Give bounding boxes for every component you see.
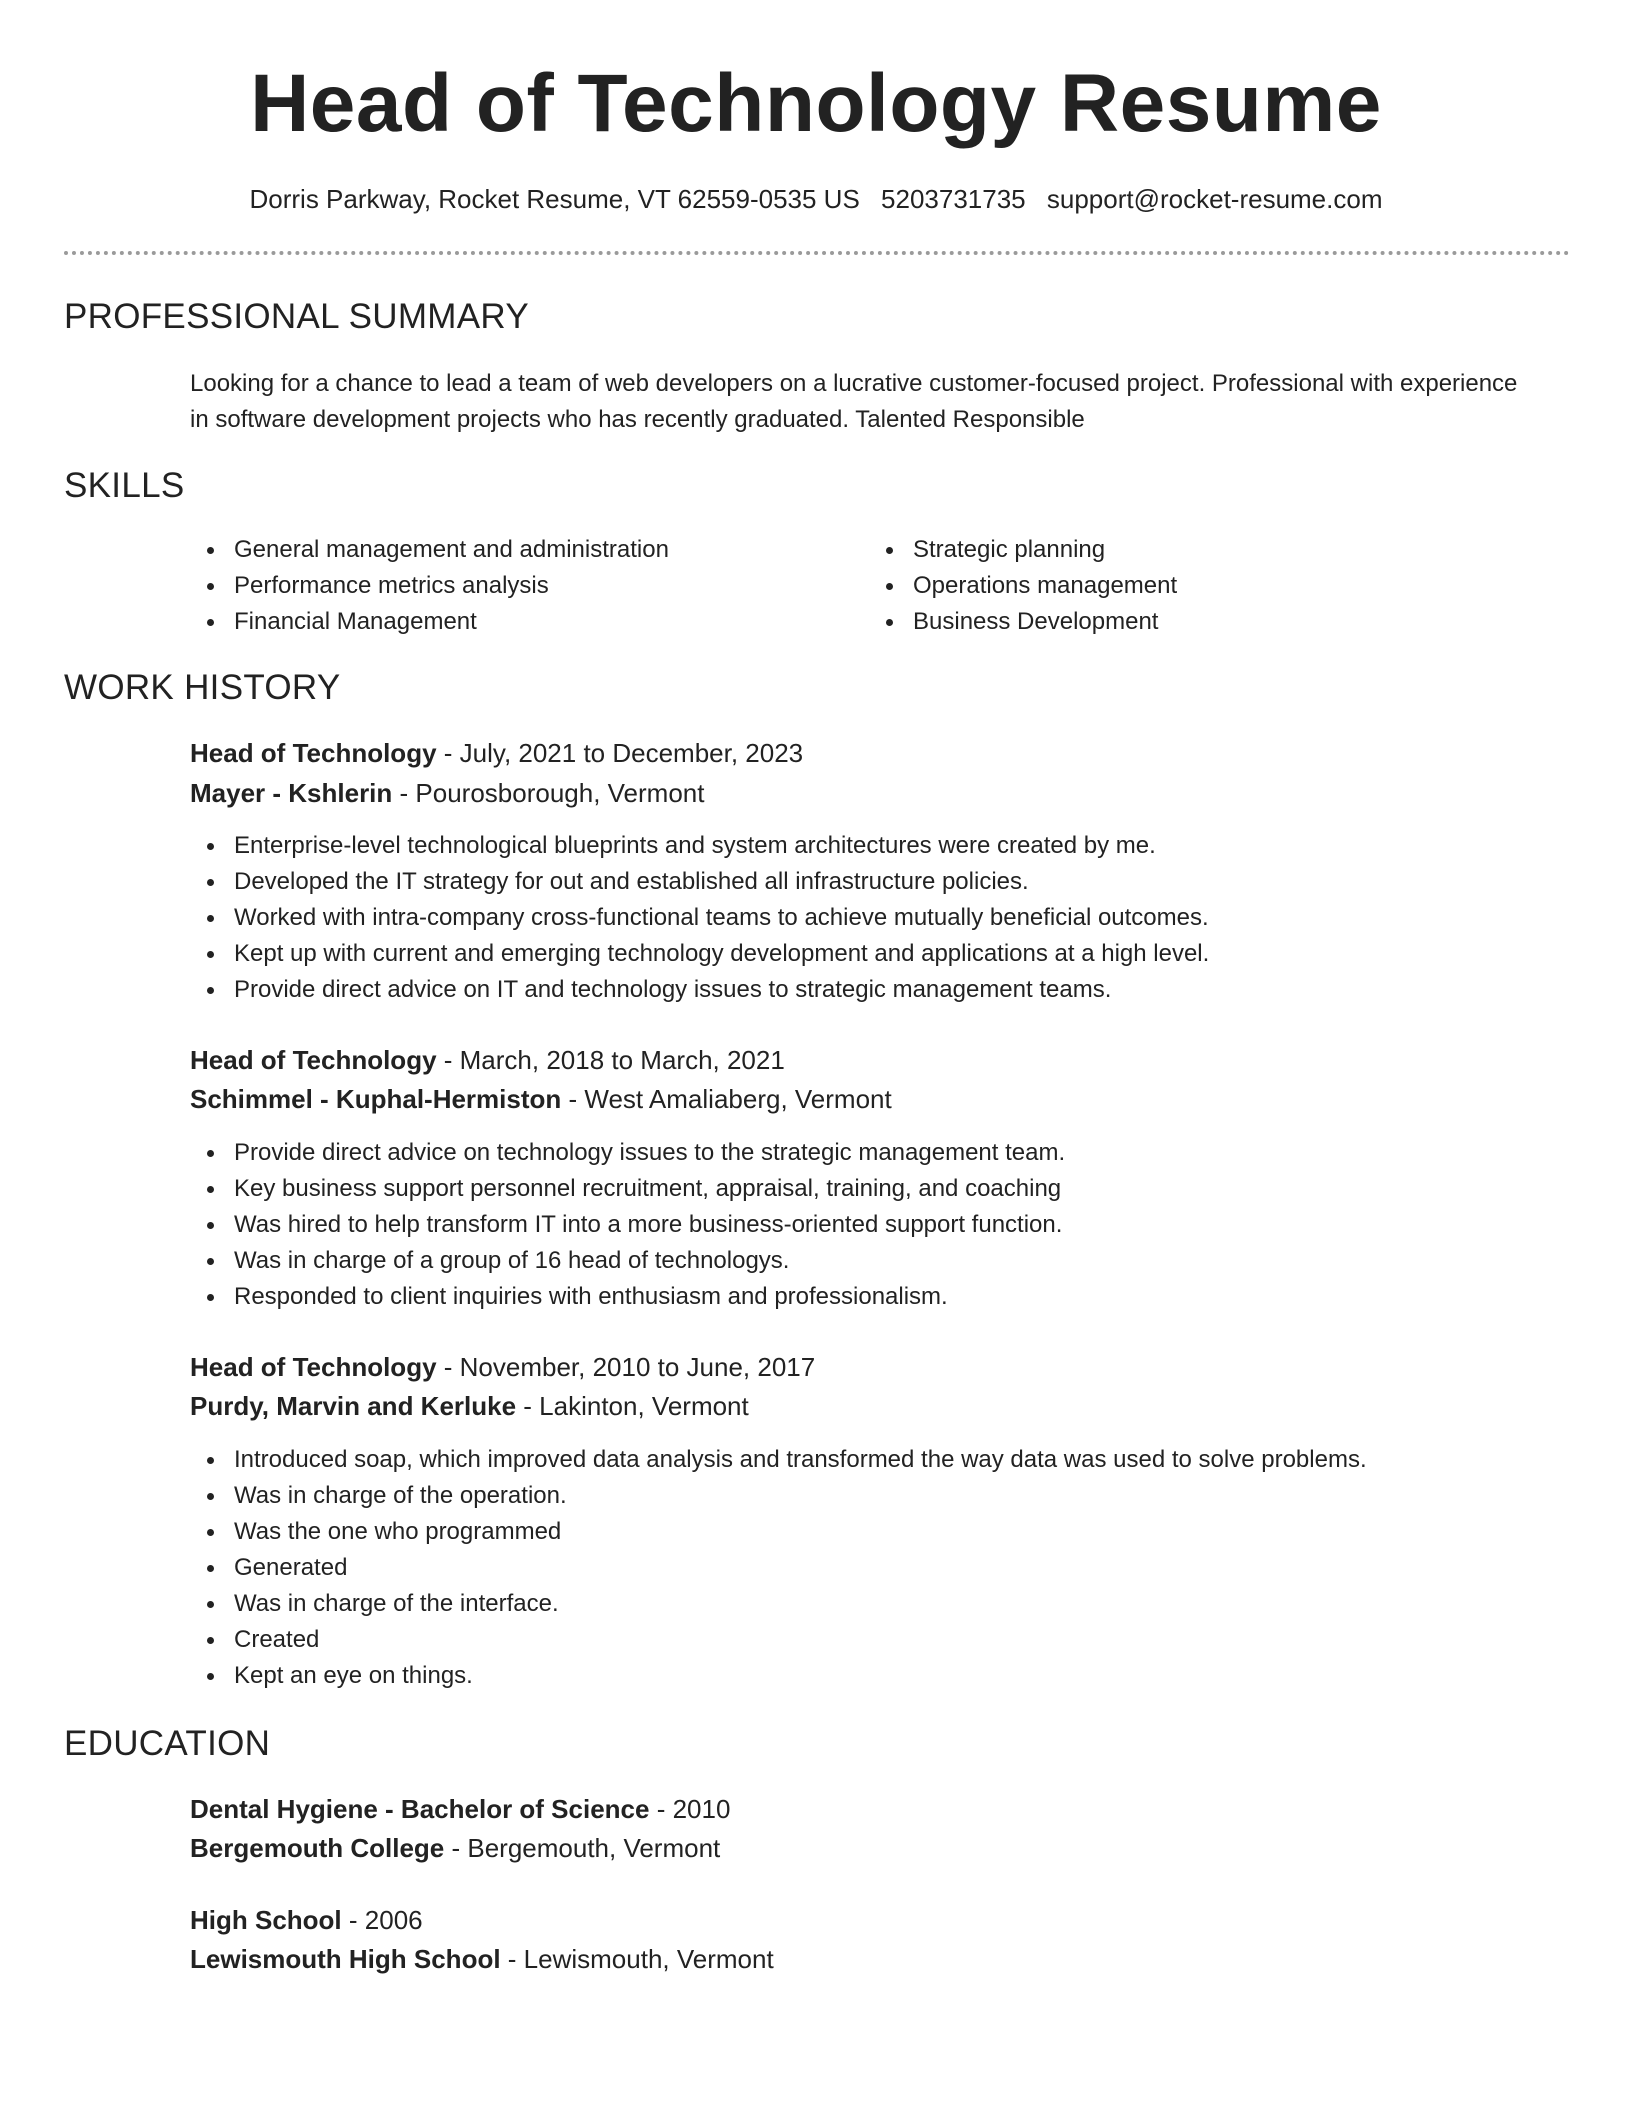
resume-title: Head of Technology Resume xyxy=(250,58,1382,149)
job-company: Schimmel - Kuphal-Hermiston xyxy=(190,1084,562,1114)
job-title-line xyxy=(190,734,803,772)
skill-item: Financial Management xyxy=(190,604,669,640)
job-duty: Was the one who programmed xyxy=(190,1514,1367,1550)
skills-list-left xyxy=(190,532,669,640)
education-year: - 2006 xyxy=(341,1905,423,1935)
job-title: Head of Technology xyxy=(190,738,437,768)
education-school: Lewismouth High School xyxy=(190,1944,501,1974)
education-school-line xyxy=(190,1829,720,1867)
job-duty: Was in charge of the operation. xyxy=(190,1478,1367,1514)
job-company: Purdy, Marvin and Kerluke xyxy=(190,1391,517,1421)
job-title: Head of Technology xyxy=(190,1352,437,1382)
job-dates: - November, 2010 to June, 2017 xyxy=(436,1352,816,1382)
job-duty: Developed the IT strategy for out and established all infrastructure policies. xyxy=(190,864,1209,900)
job-company-line xyxy=(190,1387,749,1425)
job-duty: Introduced soap, which improved data analysis and transformed the way data was used to solve problems. xyxy=(190,1442,1367,1478)
job-duties-list xyxy=(190,1442,1367,1694)
summary-heading: PROFESSIONAL SUMMARY xyxy=(64,297,529,336)
education-location: - Lewismouth, Vermont xyxy=(500,1944,774,1974)
job-duty: Provide direct advice on technology issues to the strategic management team. xyxy=(190,1135,1065,1171)
header-divider xyxy=(64,251,1570,255)
job-duty: Provide direct advice on IT and technology issues to strategic management teams. xyxy=(190,972,1209,1008)
contact-email: support@rocket-resume.com xyxy=(1046,184,1383,214)
job-title-line xyxy=(190,1041,785,1079)
skills-list-right xyxy=(869,532,1177,640)
job-duty: Kept up with current and emerging technology development and applications at a high level. xyxy=(190,936,1209,972)
education-year: - 2010 xyxy=(649,1794,731,1824)
education-degree-line xyxy=(190,1901,423,1939)
job-title-line xyxy=(190,1348,815,1386)
contact-phone: 5203731735 xyxy=(881,184,1026,214)
education-location: - Bergemouth, Vermont xyxy=(444,1833,721,1863)
education-degree: High School xyxy=(190,1905,342,1935)
education-degree: Dental Hygiene - Bachelor of Science xyxy=(190,1794,650,1824)
summary-text: Looking for a chance to lead a team of web developers on a lucrative customer-focused project. Professional with experience in software development projects who has recently graduated. Talented Responsible xyxy=(190,370,1518,433)
education-school-line xyxy=(190,1940,774,1978)
skill-item: Business Development xyxy=(869,604,1177,640)
job-company-line xyxy=(190,1080,892,1118)
job-duties-list xyxy=(190,828,1209,1008)
skill-item: General management and administration xyxy=(190,532,669,568)
job-duty: Key business support personnel recruitment, appraisal, training, and coaching xyxy=(190,1171,1065,1207)
job-title: Head of Technology xyxy=(190,1045,437,1075)
job-dates: - July, 2021 to December, 2023 xyxy=(436,738,804,768)
work-history-heading: WORK HISTORY xyxy=(64,668,341,707)
education-heading: EDUCATION xyxy=(64,1724,271,1763)
job-duty: Was in charge of the interface. xyxy=(190,1586,1367,1622)
job-duty: Enterprise-level technological blueprints and system architectures were created by me. xyxy=(190,828,1209,864)
skill-item: Performance metrics analysis xyxy=(190,568,669,604)
contact-address: Dorris Parkway, Rocket Resume, VT 62559-0535 US xyxy=(249,184,860,214)
job-duty: Kept an eye on things. xyxy=(190,1658,1367,1694)
job-location: - Pourosborough, Vermont xyxy=(392,778,705,808)
skill-item: Operations management xyxy=(869,568,1177,604)
job-duty: Worked with intra-company cross-functional teams to achieve mutually beneficial outcomes. xyxy=(190,900,1209,936)
job-location: - West Amaliaberg, Vermont xyxy=(561,1084,892,1114)
job-duty: Created xyxy=(190,1622,1367,1658)
job-company: Mayer - Kshlerin xyxy=(190,778,393,808)
job-location: - Lakinton, Vermont xyxy=(516,1391,749,1421)
job-duty: Was in charge of a group of 16 head of technologys. xyxy=(190,1243,1065,1279)
job-duty: Responded to client inquiries with enthusiasm and professionalism. xyxy=(190,1279,1065,1315)
job-dates: - March, 2018 to March, 2021 xyxy=(436,1045,785,1075)
job-duty: Was hired to help transform IT into a more business-oriented support function. xyxy=(190,1207,1065,1243)
skill-item: Strategic planning xyxy=(869,532,1177,568)
skills-heading: SKILLS xyxy=(64,466,185,505)
education-degree-line xyxy=(190,1790,730,1828)
contact-line xyxy=(0,181,1632,217)
job-duties-list xyxy=(190,1135,1065,1315)
job-company-line xyxy=(190,774,704,812)
education-school: Bergemouth College xyxy=(190,1833,445,1863)
job-duty: Generated xyxy=(190,1550,1367,1586)
